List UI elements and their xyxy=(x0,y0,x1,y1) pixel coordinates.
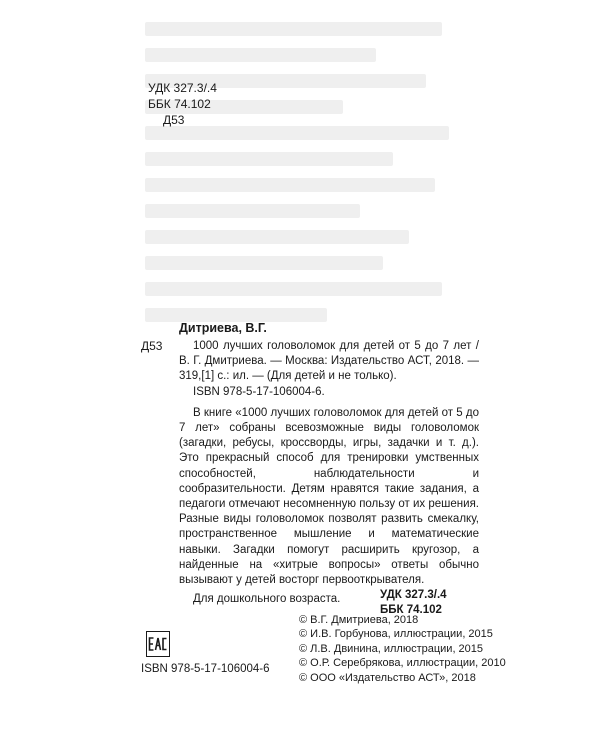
udk-code-bottom: УДК 327.3/.4 xyxy=(380,589,447,601)
copyright-line: © И.В. Горбунова, иллюстрации, 2015 xyxy=(299,628,493,641)
card-title-line: 1000 лучших головоломок для детей от 5 до 7 лет / В. Г. Дмитриева. — Москва: Издательство АСТ, 2018. — 319,[1] с.: ил. — (Для детей и не только). xyxy=(179,340,479,383)
copyright-line: © Л.В. Двинина, иллюстрации, 2015 xyxy=(299,642,484,655)
copyright-line: © ООО «Издательство АСТ», 2018 xyxy=(299,671,476,684)
bbk-code: ББК 74.102 xyxy=(148,97,211,111)
udk-code: УДК 327.3/.4 xyxy=(148,81,217,95)
copyright-line: © О.Р. Серебрякова, иллюстрации, 2010 xyxy=(299,657,506,670)
card-annotation: В книге «1000 лучших головоломок для детей от 5 до 7 лет» собраны всевозможные виды головоломок (загадки, ребусы, кроссворды, игры, задачки и т. д.). Это прекрасный способ для тренировки умственных способностей, наблюдательности и сообразительности. Детям нравятся такие задания, а педагоги отмечают несомненную пользу от их решения. Разные виды головоломок позволят развить смекалку, пространственное мышление и математические навыки. Загадки помогут расширить кругозор, а найденные на «хитрые вопросы» ответы обычно вызывают у детей восторг первооткрывателя. xyxy=(179,406,479,587)
eac-certification-icon xyxy=(146,631,170,657)
card-cipher: Д53 xyxy=(141,339,163,353)
isbn-footer: ISBN 978-5-17-106004-6 xyxy=(141,663,270,675)
copyright-list xyxy=(299,613,506,685)
bbk-code-bottom: ББК 74.102 xyxy=(380,604,442,616)
copyright-line: © В.Г. Дмитриева, 2018 xyxy=(299,614,419,626)
eac-logo xyxy=(148,637,168,651)
author-cipher: Д53 xyxy=(163,113,185,127)
bibliographic-card xyxy=(179,339,479,607)
card-author: Дитриева, В.Г. xyxy=(179,321,267,335)
card-age-note: Для дошкольного возраста. xyxy=(193,593,341,606)
card-isbn: ISBN 978-5-17-106004-6. xyxy=(193,385,325,398)
classification-block-top xyxy=(148,80,217,128)
